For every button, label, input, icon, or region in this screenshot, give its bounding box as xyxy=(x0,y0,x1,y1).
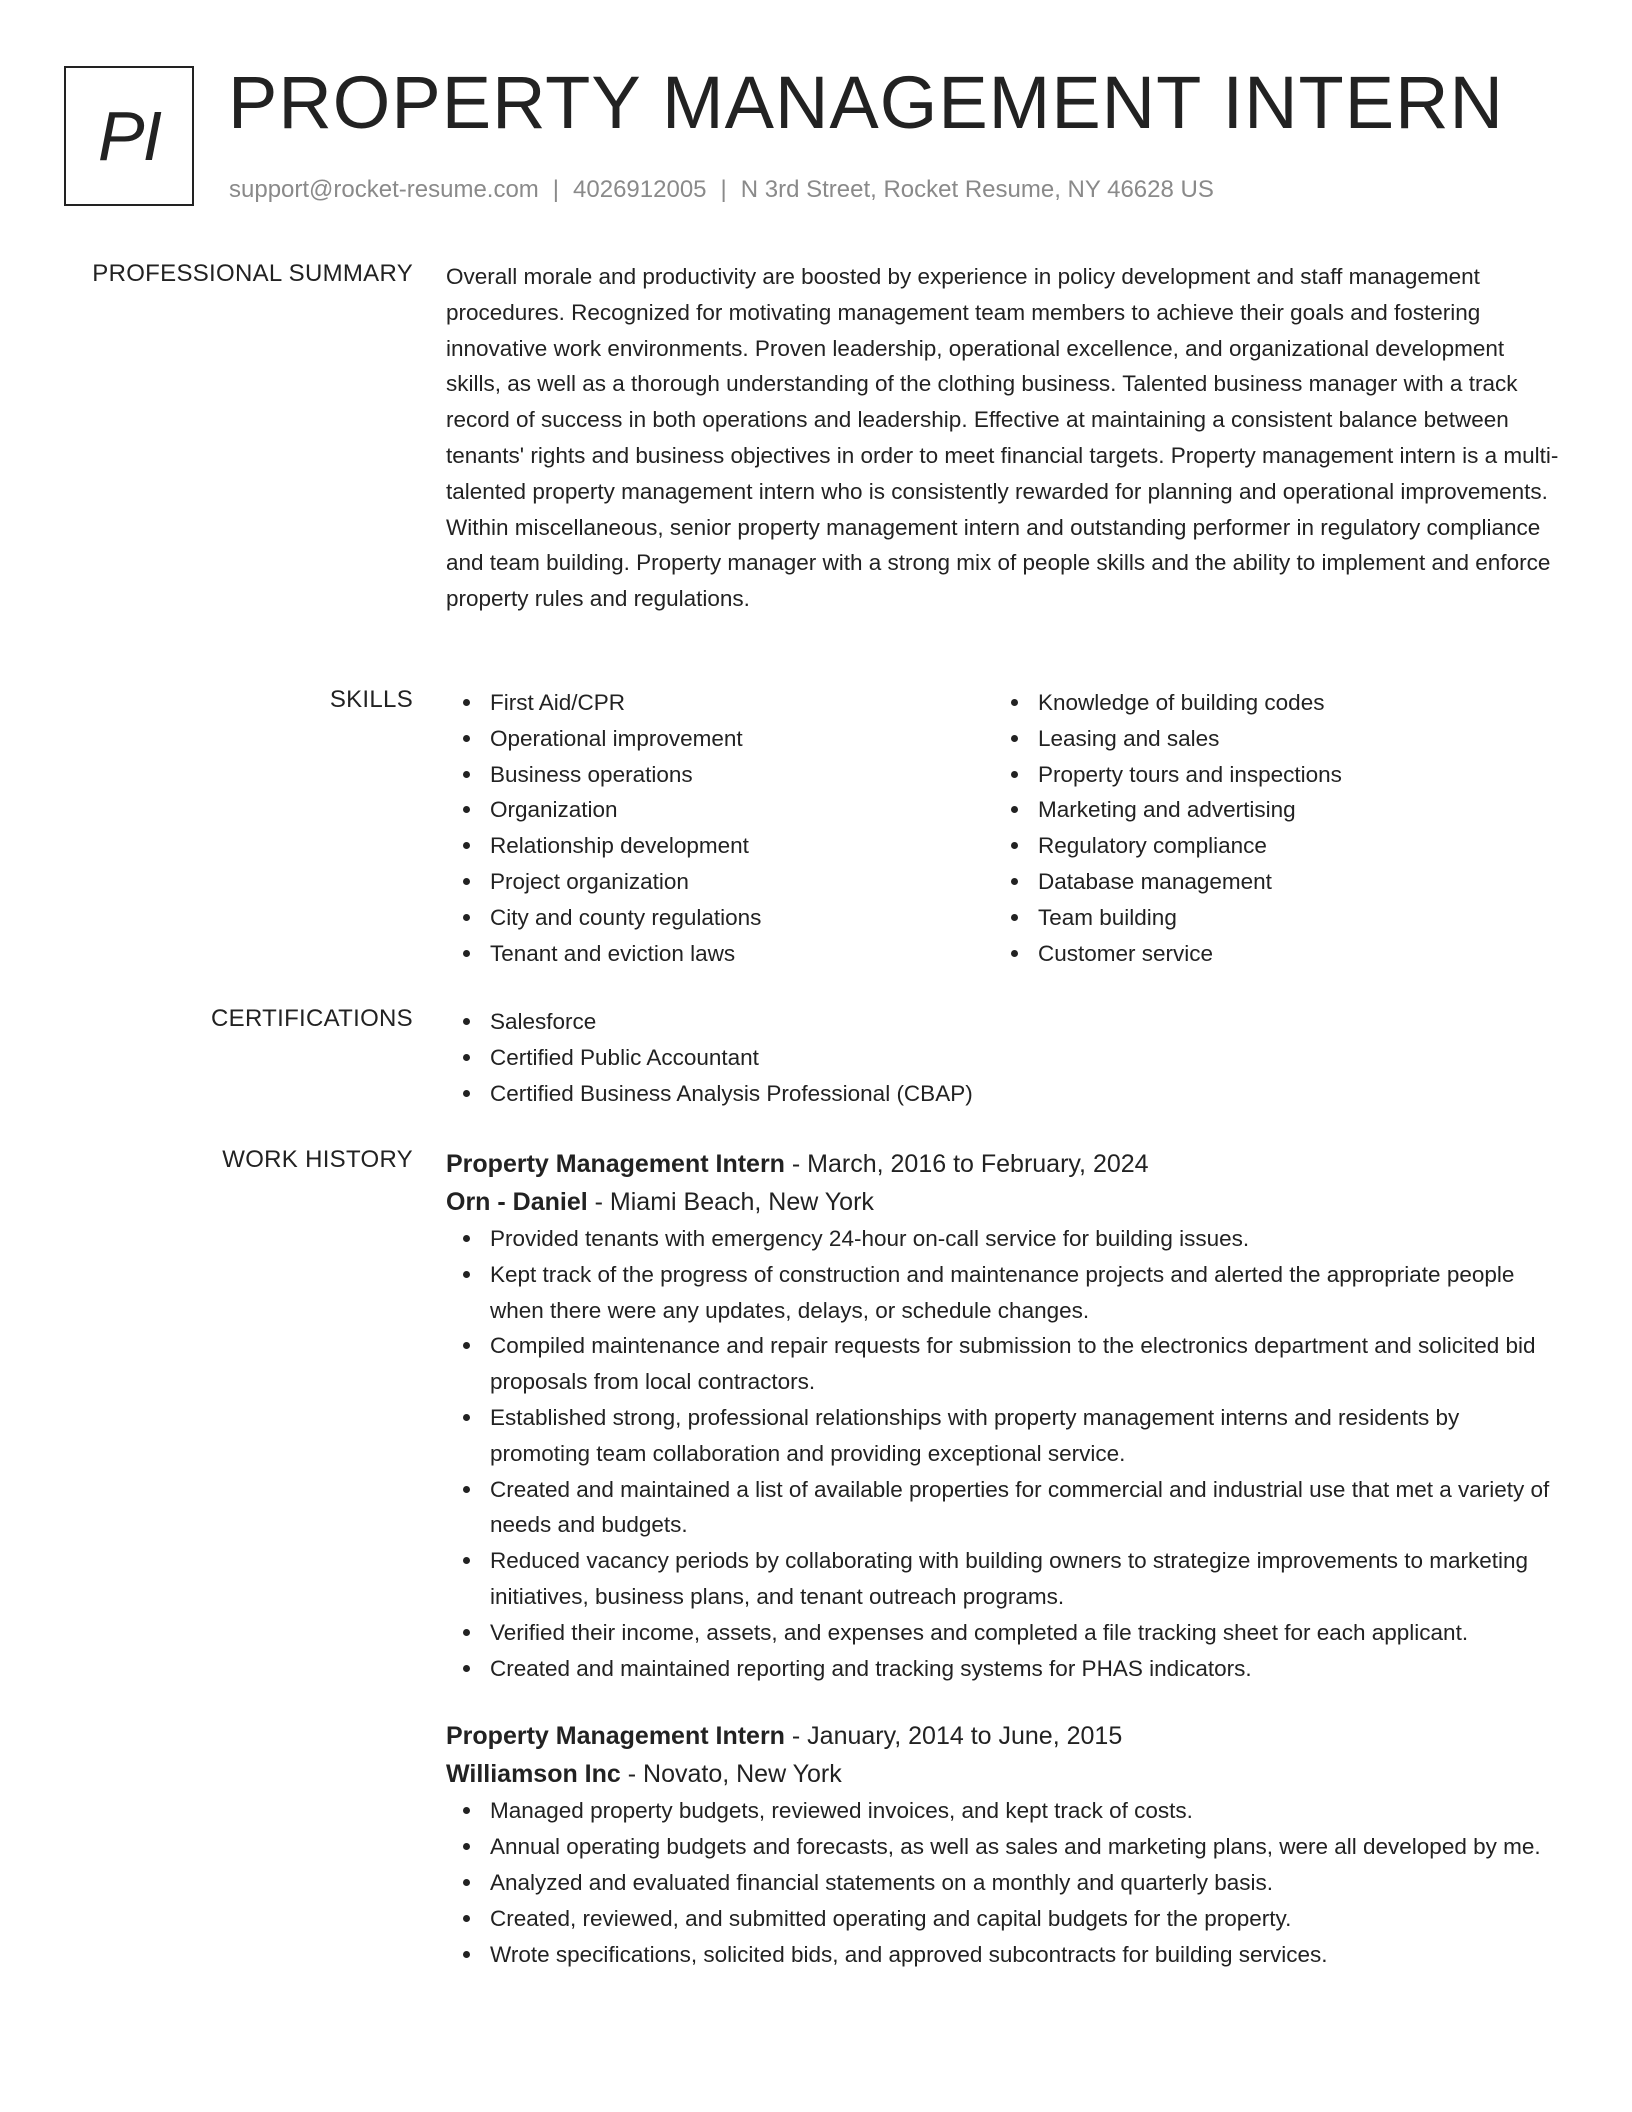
job-bullet: Created and maintained reporting and tracking systems for PHAS indicators. xyxy=(490,1651,1561,1687)
skill-item: Customer service xyxy=(1038,936,1542,972)
job-bullet: Analyzed and evaluated financial statements on a monthly and quarterly basis. xyxy=(490,1865,1561,1901)
contact-email: support@rocket-resume.com xyxy=(229,176,539,203)
certification-item: Certified Public Accountant xyxy=(490,1040,1561,1076)
job-bullet: Annual operating budgets and forecasts, as well as sales and marketing plans, were all developed by me. xyxy=(490,1829,1561,1865)
job-title-line xyxy=(446,1145,1561,1183)
certifications-body xyxy=(446,1004,1561,1111)
job-bullet: Established strong, professional relationships with property management interns and residents by promoting team collaboration and providing exceptional service. xyxy=(490,1400,1561,1472)
job-dates: - January, 2014 to June, 2015 xyxy=(784,1722,1123,1751)
job-company: Williamson Inc xyxy=(446,1760,621,1789)
job-company: Orn - Daniel xyxy=(446,1188,588,1216)
job-bullet: Wrote specifications, solicited bids, and approved subcontracts for building services. xyxy=(490,1937,1561,1973)
skill-item: Relationship development xyxy=(490,828,994,864)
monogram-logo: PI xyxy=(64,66,194,206)
skill-item: Property tours and inspections xyxy=(1038,757,1542,793)
certification-item: Salesforce xyxy=(490,1004,1561,1040)
job-bullet: Compiled maintenance and repair requests for submission to the electronics department and solicited bid proposals from local contractors. xyxy=(490,1328,1561,1400)
skill-item: Tenant and eviction laws xyxy=(490,936,994,972)
job-bullet: Verified their income, assets, and expenses and completed a file tracking sheet for each applicant. xyxy=(490,1615,1561,1651)
job-bullet: Kept track of the progress of construction and maintenance projects and alerted the appropriate people when there were any updates, delays, or schedule changes. xyxy=(490,1257,1561,1329)
job-bullets xyxy=(446,1221,1561,1686)
job-company-line xyxy=(446,1183,1561,1221)
section-label-summary: PROFESSIONAL SUMMARY xyxy=(92,260,413,287)
job-location: - Novato, New York xyxy=(620,1760,842,1789)
skills-body xyxy=(446,685,1561,971)
skill-item: Regulatory compliance xyxy=(1038,828,1542,864)
skills-list-right xyxy=(994,685,1542,971)
skill-item: Database management xyxy=(1038,864,1542,900)
skill-item: Knowledge of building codes xyxy=(1038,685,1542,721)
skill-item: Organization xyxy=(490,792,994,828)
job-bullet: Managed property budgets, reviewed invoices, and kept track of costs. xyxy=(490,1793,1561,1829)
skill-item: Marketing and advertising xyxy=(1038,792,1542,828)
job-dates: - March, 2016 to February, 2024 xyxy=(784,1150,1149,1178)
job-bullets xyxy=(446,1793,1561,1972)
section-label-work-history: WORK HISTORY xyxy=(222,1146,413,1173)
contact-address: N 3rd Street, Rocket Resume, NY 46628 US xyxy=(740,176,1214,203)
section-label-skills: SKILLS xyxy=(329,686,413,713)
skill-item: First Aid/CPR xyxy=(490,685,994,721)
job-bullet: Provided tenants with emergency 24-hour on-call service for building issues. xyxy=(490,1221,1561,1257)
job-title: Property Management Intern xyxy=(446,1150,785,1178)
skills-list-left xyxy=(446,685,994,971)
job-company-line xyxy=(446,1755,1561,1793)
job-entry xyxy=(446,1145,1561,1686)
contact-separator: | xyxy=(552,176,560,203)
job-entry xyxy=(446,1717,1561,1972)
skill-item: City and county regulations xyxy=(490,900,994,936)
job-bullet: Reduced vacancy periods by collaborating with building owners to strategize improvements to marketing initiatives, business plans, and tenant outreach programs. xyxy=(490,1543,1561,1615)
summary-body xyxy=(446,259,1561,617)
certifications-list xyxy=(446,1004,1561,1111)
work-history-body xyxy=(446,1145,1561,1972)
section-label-certifications: CERTIFICATIONS xyxy=(211,1005,413,1032)
skill-item: Project organization xyxy=(490,864,994,900)
job-title: Property Management Intern xyxy=(446,1722,785,1751)
contact-line xyxy=(229,175,1214,205)
summary-text: Overall morale and productivity are boosted by experience in policy development and staff management procedures. Recognized for motivating management team members to achieve their goals and fostering innovative work environments. Proven leadership, operational excellence, and organizational development skills, as well as a thorough understanding of the clothing business. Talented business manager with a track record of success in both operations and leadership. Effective at maintaining a consistent balance between tenants' rights and business objectives in order to meet financial targets. Property management intern is a multi-talented property management intern who is consistently rewarded for planning and operational improvements. Within miscellaneous, senior property management intern and outstanding performer in regulatory compliance and team building. Property manager with a strong mix of people skills and the ability to implement and enforce property rules and regulations. xyxy=(446,264,1559,612)
skill-item: Leasing and sales xyxy=(1038,721,1542,757)
job-title-line xyxy=(446,1717,1561,1755)
job-location: - Miami Beach, New York xyxy=(587,1188,874,1216)
job-bullet: Created, reviewed, and submitted operating and capital budgets for the property. xyxy=(490,1901,1561,1937)
job-bullet: Created and maintained a list of available properties for commercial and industrial use that met a variety of needs and budgets. xyxy=(490,1472,1561,1544)
certification-item: Certified Business Analysis Professional (CBAP) xyxy=(490,1076,1561,1112)
contact-phone: 4026912005 xyxy=(573,176,707,203)
skill-item: Business operations xyxy=(490,757,994,793)
skill-item: Team building xyxy=(1038,900,1542,936)
skill-item: Operational improvement xyxy=(490,721,994,757)
resume-title: PROPERTY MANAGEMENT INTERN xyxy=(228,61,1504,144)
contact-separator: | xyxy=(720,176,727,203)
